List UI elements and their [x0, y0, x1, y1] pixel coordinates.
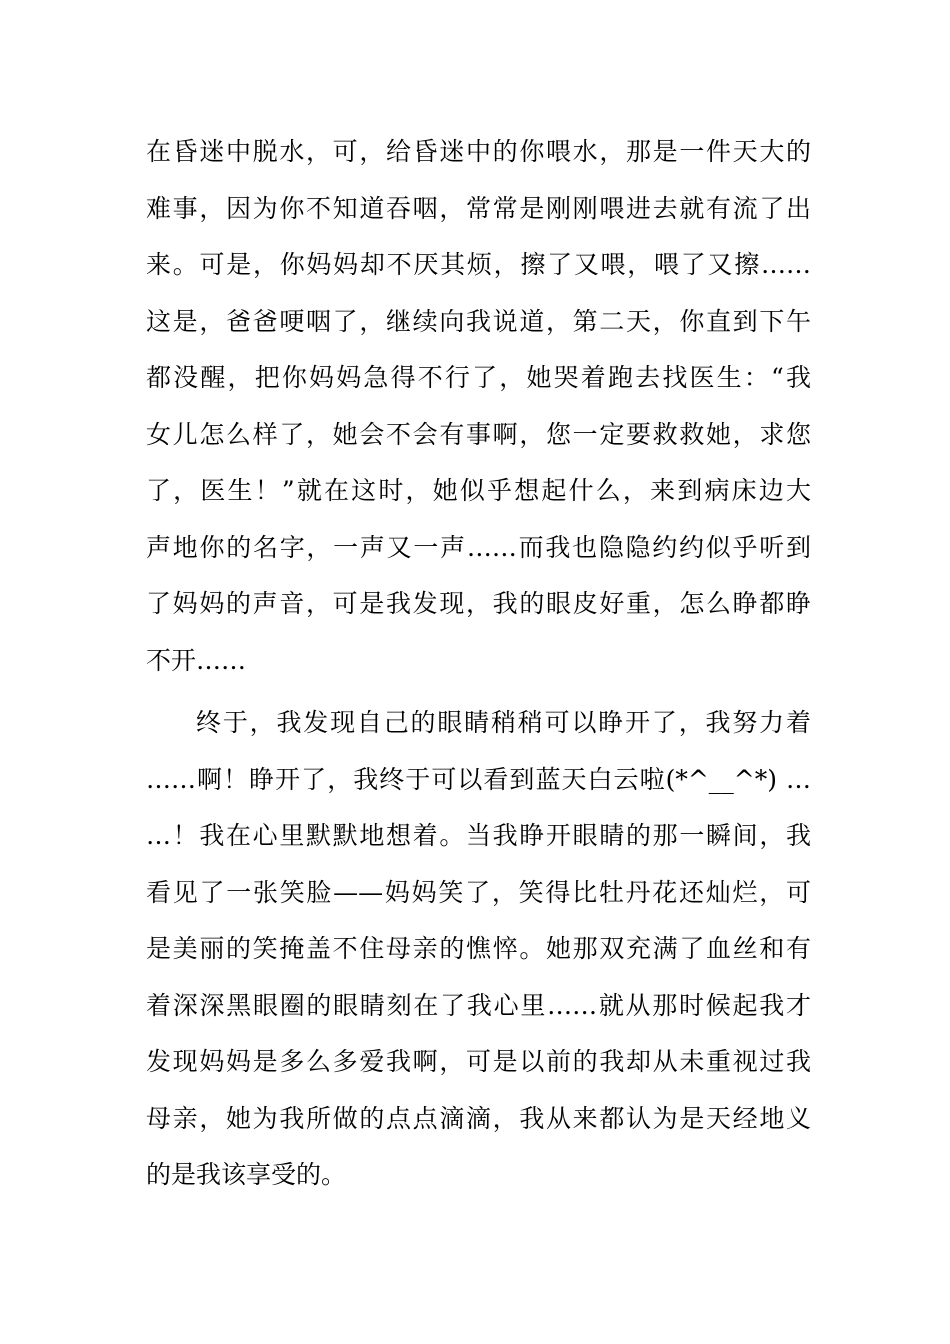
text-line: 母亲，她为我所做的点点滴滴，我从来都认为是天经地义: [146, 1103, 811, 1133]
text-line: 来。可是，你妈妈却不厌其烦，擦了又喂，喂了又擦……: [146, 250, 811, 279]
text-line: 了妈妈的声音，可是我发现，我的眼皮好重，怎么睁都睁: [146, 589, 811, 618]
text-line: 着深深黑眼圈的眼睛刻在了我心里……就从那时候起我才: [146, 990, 811, 1020]
text-line: 在昏迷中脱水，可，给昏迷中的你喂水，那是一件天大的: [146, 137, 811, 166]
text-line: 终于，我发现自己的眼睛稍稍可以睁开了，我努力着: [196, 708, 811, 737]
text-line: 不开……: [146, 645, 247, 675]
text-line: 都没醒，把你妈妈急得不行了，她哭着跑去找医生：“我: [146, 363, 811, 392]
text-line: 这是，爸爸哽咽了，继续向我说道，第二天，你直到下午: [146, 306, 811, 336]
text-line: 声地你的名字，一声又一声……而我也隐隐约约似乎听到: [146, 532, 811, 562]
text-line: 看见了一张笑脸——妈妈笑了，笑得比牡丹花还灿烂，可: [146, 877, 811, 907]
paragraph-1: [146, 124, 811, 689]
text-line: …！我在心里默默地想着。当我睁开眼睛的那一瞬间，我: [146, 821, 811, 850]
text-line: ……啊！睁开了，我终于可以看到蓝天白云啦(*^__^*) …: [146, 764, 811, 794]
text-line: 的是我该享受的。: [146, 1160, 347, 1189]
text-line: 是美丽的笑掩盖不住母亲的憔悴。她那双充满了血丝和有: [146, 934, 811, 963]
paragraph-2: [146, 695, 811, 1204]
text-line: 女儿怎么样了，她会不会有事啊，您一定要救救她，求您: [146, 419, 811, 449]
text-line: 了，医生！”就在这时，她似乎想起什么，来到病床边大: [146, 476, 811, 505]
text-line: 发现妈妈是多么多爱我啊，可是以前的我却从未重视过我: [146, 1047, 811, 1076]
text-line: 难事，因为你不知道吞咽，常常是刚刚喂进去就有流了出: [146, 193, 811, 223]
